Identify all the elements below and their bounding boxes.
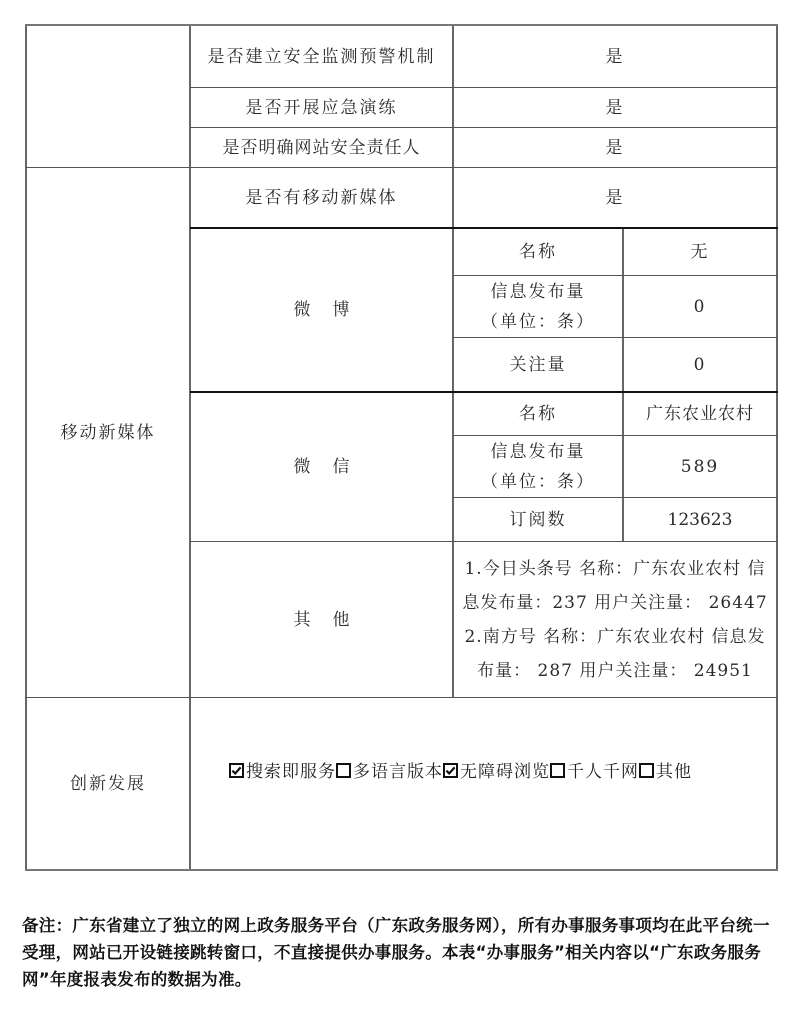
checkbox-personalization[interactable]: [550, 763, 565, 778]
weibo-name-label: [454, 229, 622, 275]
wechat-posts-value: [624, 436, 776, 497]
security-value-responsible: [454, 128, 776, 167]
wechat-subscribers-value-text: 123623: [667, 509, 733, 530]
other-media-details-text: 1.今日头条号 名称：广东农业农村 信息发布量：237 用户关注量： 26447 2.南方号 名称：广东农业农村 信息发布量： 287 用户关注量： 24951: [462, 558, 768, 681]
security-label-monitoring-text: 是否建立安全监测预警机制: [207, 46, 436, 67]
option-label-search-as-service: 搜索即服务: [246, 762, 336, 782]
table-border-right: [776, 25, 778, 871]
security-label-responsible-text: 是否明确网站安全责任人: [222, 137, 421, 158]
weibo-posts-label: [454, 276, 622, 337]
weibo-name-label-text: 名称: [519, 242, 557, 262]
security-label-responsible: [191, 128, 452, 167]
option-label-other: 其他: [656, 762, 692, 782]
security-value-monitoring-text: 是: [605, 46, 625, 67]
weibo-posts-value-text: 0: [693, 296, 707, 317]
option-label-multilanguage: 多语言版本: [353, 762, 443, 782]
weibo-label: [191, 229, 452, 391]
innovation-section-label: [27, 699, 189, 869]
weibo-followers-label-text: 关注量: [509, 354, 567, 375]
wechat-subscribers-label: [454, 498, 622, 541]
security-label-monitoring: [191, 26, 452, 87]
has-mobile-media-value: [454, 168, 776, 227]
wechat-subscribers-label-text: 订阅数: [509, 509, 567, 530]
weibo-followers-label: [454, 338, 622, 391]
wechat-subscribers-value: [624, 498, 776, 541]
wechat-name-value: [624, 393, 776, 435]
wechat-name-label: [454, 393, 622, 435]
has-mobile-media-label-text: 是否有移动新媒体: [245, 187, 398, 208]
wechat-name-label-text: 名称: [519, 404, 557, 424]
weibo-name-value-text: 无: [690, 242, 710, 262]
security-label-drill-text: 是否开展应急演练: [245, 97, 398, 118]
weibo-followers-value: [624, 338, 776, 391]
has-mobile-media-value-text: 是: [605, 187, 625, 208]
weibo-posts-label-text: 信息发布量（单位：条）: [481, 281, 595, 332]
wechat-label: [191, 393, 452, 541]
mobile-media-section-label: [27, 168, 189, 698]
checkbox-multilanguage[interactable]: [336, 763, 351, 778]
security-value-responsible-text: 是: [605, 137, 625, 158]
wechat-name-value-text: 广东农业农村: [646, 404, 754, 424]
innovation-options: [229, 757, 692, 782]
other-media-details: [454, 542, 776, 697]
weibo-label-text: 微博: [293, 300, 372, 320]
footnote: 备注：广东省建立了独立的网上政务服务平台（广东政务服务网），所有办事服务事项均在此平台统一受理，网站已开设链接跳转窗口，不直接提供办事服务。本表“办事服务”相关内容以“广东政务服务网”年度报表发布的数据为准。: [22, 916, 770, 989]
option-label-personalization: 千人千网: [567, 762, 639, 782]
mobile-media-section-label-text: 移动新媒体: [60, 423, 156, 443]
innovation-section-label-text: 创新发展: [70, 774, 146, 794]
security-value-drill-text: 是: [605, 97, 625, 118]
has-mobile-media-label: [191, 168, 452, 227]
security-value-drill: [454, 88, 776, 127]
checkbox-search-as-service[interactable]: [229, 763, 244, 778]
wechat-posts-label-text: 信息发布量（单位：条）: [481, 441, 595, 492]
wechat-posts-label: [454, 436, 622, 497]
weibo-followers-value-text: 0: [693, 354, 707, 375]
security-label-drill: [191, 88, 452, 127]
check-icon: [445, 765, 456, 776]
other-media-label: [191, 542, 452, 697]
wechat-label-text: 微信: [293, 457, 372, 477]
option-label-accessibility: 无障碍浏览: [460, 762, 550, 782]
wechat-posts-value-text: 589: [680, 456, 720, 477]
checkbox-accessibility[interactable]: [443, 763, 458, 778]
weibo-posts-value: [624, 276, 776, 337]
check-icon: [231, 765, 242, 776]
checkbox-other[interactable]: [639, 763, 654, 778]
other-media-label-text: 其他: [293, 609, 372, 630]
weibo-name-value: [624, 229, 776, 275]
table-border-bottom: [25, 869, 778, 871]
security-value-monitoring: [454, 26, 776, 87]
